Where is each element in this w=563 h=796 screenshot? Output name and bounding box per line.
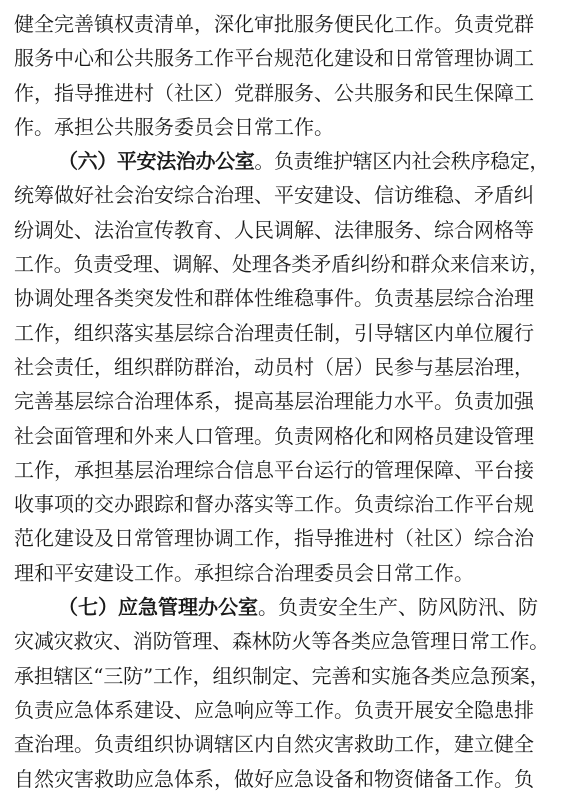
section-6-paragraph <box>14 144 549 590</box>
text-line: 服务中心和公共服务工作平台规范化建设和日常管理协调工 <box>14 46 534 71</box>
text-line: 工作，组织落实基层综合治理责任制，引导辖区内单位履行 <box>14 320 534 345</box>
text-line: 自然灾害救助应急体系，做好应急设备和物资储备工作。负 <box>14 766 534 791</box>
section-6-first-line-text: 。负责维护辖区内社会秩序稳定， <box>254 149 550 174</box>
section-7-paragraph <box>14 590 549 796</box>
text-line: 负责应急体系建设、应急响应等工作。负责开展安全隐患排 <box>14 697 534 722</box>
text-line: 作，指导推进村（社区）党群服务、公共服务和民生保障工 <box>14 80 534 105</box>
text-line: 纷调处、法治宣传教育、人民调解、法律服务、综合网格等 <box>14 217 534 242</box>
text-line: 健全完善镇权责清单，深化审批服务便民化工作。负责党群 <box>14 12 534 36</box>
text-line: 社会责任，组织群防群治，动员村（居）民参与基层治理， <box>14 354 534 379</box>
section-6-heading: （六）平安法治办公室 <box>58 149 255 174</box>
text-line: 范化建设及日常管理协调工作，指导推进村（社区）综合治 <box>14 526 534 551</box>
text-line: 工作。负责受理、调解、处理各类矛盾纠纷和群众来信来访， <box>14 252 549 277</box>
text-line: 承担辖区“三防”工作，组织制定、完善和实施各类应急预案， <box>14 663 550 688</box>
text-line: 社会面管理和外来人口管理。负责网格化和网格员建设管理 <box>14 423 534 448</box>
text-line: 作。承担公共服务委员会日常工作。 <box>14 114 334 139</box>
section-7-first-line-text: 。负责安全生产、防风防汛、防 <box>258 595 538 620</box>
text-line: 统筹做好社会治安综合治理、平安建设、信访维稳、矛盾纠 <box>14 183 534 208</box>
text-line: 查治理。负责组织协调辖区内自然灾害救助工作，建立健全 <box>14 732 534 757</box>
text-line: 理和平安建设工作。承担综合治理委员会日常工作。 <box>14 560 474 585</box>
text-line: 灾减灾救灾、消防管理、森林防火等各类应急管理日常工作。 <box>14 629 549 654</box>
text-line: 工作，承担基层治理综合信息平台运行的管理保障、平台接 <box>14 457 534 482</box>
section-7-heading: （七）应急管理办公室 <box>58 595 258 620</box>
paragraph-5-tail <box>14 7 549 144</box>
text-line: 收事项的交办跟踪和督办落实等工作。负责综治工作平台规 <box>14 492 534 517</box>
section-6-first-line <box>14 144 549 178</box>
section-7-first-line <box>14 590 549 624</box>
text-line: 协调处理各类突发性和群体性维稳事件。负责基层综合治理 <box>14 286 534 311</box>
text-line: 完善基层综合治理体系，提高基层治理能力水平。负责加强 <box>14 389 534 414</box>
